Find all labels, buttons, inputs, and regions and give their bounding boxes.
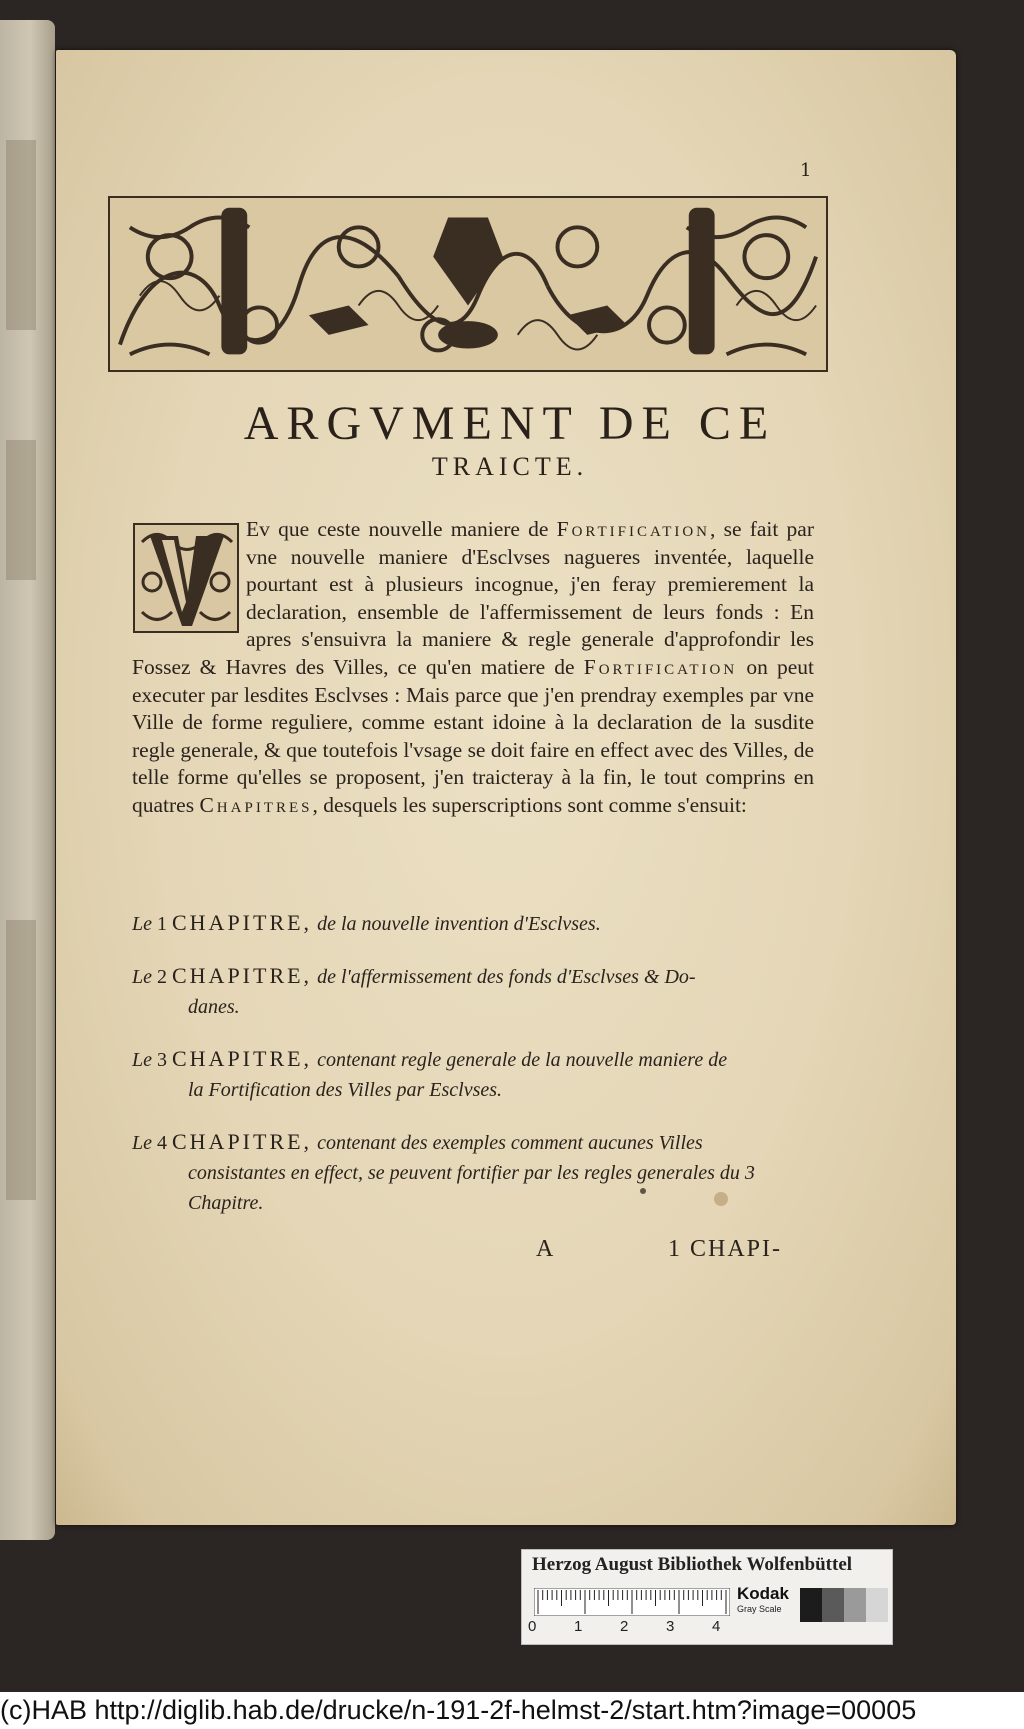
chapter-entry [132, 961, 814, 1022]
copyright-url-footer: (c)HAB http://diglib.hab.de/drucke/n-191-2f-helmst-2/start.htm?image=00005 [0, 1692, 1024, 1729]
bleed-through-mark [6, 920, 36, 1200]
kodak-logo: Kodak [737, 1584, 789, 1603]
chapter-description: contenant des exemples comment aucunes Villes [317, 1132, 703, 1154]
paragraph-text-4: , desquels les superscriptions sont comme s'ensuit: [312, 792, 747, 817]
chapter-description: de la nouvelle invention d'Esclvses. [317, 913, 601, 935]
chapter-heading: CHAPITRE, [172, 963, 313, 988]
gray-swatch [866, 1588, 888, 1622]
chapter-entry [132, 1127, 814, 1218]
small-caps-term: Chapitres [199, 792, 313, 817]
gray-swatch [822, 1588, 844, 1622]
chapter-prefix: Le [132, 913, 152, 935]
decorated-initial-v-icon [132, 522, 240, 634]
chapter-entry [132, 1044, 814, 1105]
chapter-heading: CHAPITRE, [172, 1046, 313, 1071]
gray-scale-swatches [800, 1588, 888, 1622]
chapter-description-continued: consistantes en effect, se peuvent fortifier par les regles generales du 3 Chapitre. [188, 1162, 755, 1214]
chapter-prefix: Le [132, 1049, 152, 1071]
ruler-label: 3 [666, 1618, 675, 1635]
chapter-number: 2 [157, 966, 167, 988]
chapter-heading: CHAPITRE, [172, 1129, 313, 1154]
page-number: 1 [800, 160, 812, 181]
chapter-heading: CHAPITRE, [172, 910, 313, 935]
gray-swatch [844, 1588, 866, 1622]
color-calibration-target [521, 1549, 893, 1645]
paragraph-text-3: on peut executer par lesdites Esclvses : Mais parce que j'en prendray exemples par vne Ville de forme reguliere, comme estant idoine à la declaration de la susdite regle generale, & que toutefois l'vsage se doit faire en effect avec des Villes, de telle forme qu'elles se proposent, j'en traicteray à la fin, le tout comprins en quatres [132, 654, 814, 817]
page-title: ARGVMENT DE CE [243, 397, 777, 450]
paragraph-text-1: Ev que ceste nouvelle maniere de [246, 517, 557, 541]
ruler-label: 2 [620, 1618, 629, 1635]
chapter-number: 1 [157, 913, 167, 935]
gray-scale-caption: Gray Scale [737, 1604, 782, 1614]
ruler-label: 1 [574, 1618, 583, 1635]
previous-leaf-edge [0, 20, 55, 1540]
chapter-list [132, 908, 814, 1240]
ornamental-headpiece [108, 196, 828, 372]
bleed-through-mark [6, 140, 36, 330]
chapter-number: 3 [157, 1049, 167, 1071]
argument-paragraph [132, 516, 814, 820]
gray-swatch [800, 1588, 822, 1622]
chapter-entry [132, 908, 814, 939]
bleed-through-mark [6, 440, 36, 580]
chapter-description: de l'affermissement des fonds d'Esclvses & Do- [317, 966, 696, 988]
chapter-description: contenant regle generale de la nouvelle maniere de [317, 1049, 728, 1071]
chapter-description-continued: la Fortification des Villes par Esclvses. [188, 1079, 503, 1101]
foliage-ornament-icon [110, 198, 826, 370]
paragraph-text-2: , se fait par vne nouvelle maniere d'Esclvses nagueres inventée, laquelle pourtant est à plusieurs incognue, j'en feray premierement la declaration, ensemble de l'affermissement de leurs fonds : En apres s'ensuivra la maniere & regle generale d'approfondir les Fossez & Havres des Villes, ce qu'en matiere de [132, 517, 814, 679]
ruler-label: 4 [712, 1618, 721, 1635]
ruler-label: 0 [528, 1618, 537, 1635]
signature-mark: A [536, 1236, 554, 1262]
ruler-scale-icon [534, 1588, 730, 1616]
chapter-prefix: Le [132, 1132, 152, 1154]
chapter-number: 4 [157, 1132, 167, 1154]
catchword: 1 CHAPI- [668, 1236, 783, 1262]
library-name: Herzog August Bibliothek Wolfenbüttel [532, 1554, 853, 1575]
small-caps-term: Fortification [556, 517, 711, 541]
small-caps-term: Fortification [583, 654, 738, 679]
page-subtitle: TRAICTE. [431, 452, 589, 481]
chapter-description-continued: danes. [188, 996, 240, 1018]
chapter-prefix: Le [132, 966, 152, 988]
